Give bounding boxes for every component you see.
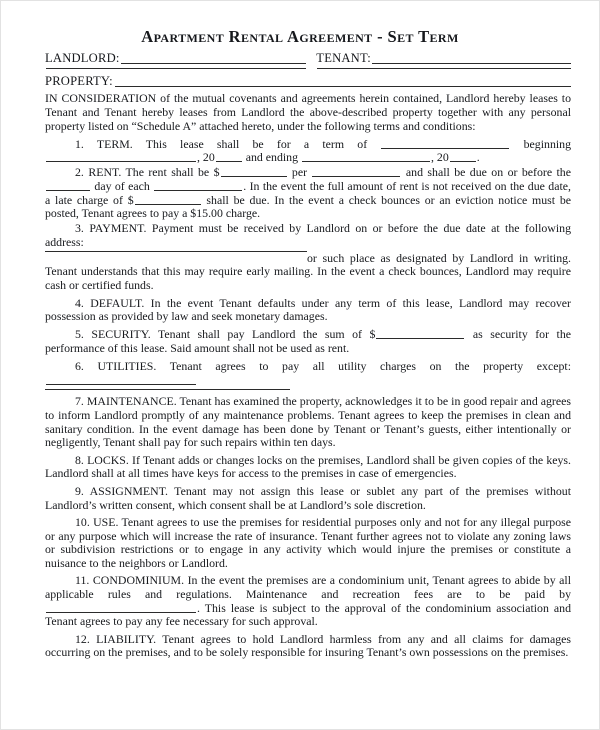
section-locks-number: 8. <box>75 452 84 467</box>
section-maintenance-heading: MAINTENANCE. <box>86 394 177 409</box>
section-maintenance <box>45 395 571 449</box>
landlord-label: LANDLORD: <box>45 51 120 65</box>
tenant-line-1[interactable] <box>372 63 571 64</box>
landlord-field-group <box>45 51 306 67</box>
section-maintenance-number: 7. <box>75 394 84 409</box>
section-condominium <box>45 574 571 628</box>
section-assignment-text: Tenant may not assign this lease or sublet any part of the premises without Landlord’s written consent, which consent shall be at Landlord’s sole discretion. <box>45 483 571 512</box>
section-rent-number: 2. <box>75 165 84 180</box>
section-condominium-number: 11. <box>75 573 90 588</box>
section-term-text-5: , 20 <box>431 150 449 165</box>
section-locks-text: If Tenant adds or changes locks on the premises, Landlord shall be given copies of the keys. Landlord shall at all times have keys for access to the premises in case of emergencies. <box>45 452 571 481</box>
property-line[interactable] <box>115 86 571 87</box>
section-use-number: 10. <box>75 515 90 530</box>
property-label: PROPERTY: <box>45 73 113 88</box>
parties-block <box>45 51 571 72</box>
section-term-text-1: This lease shall be for a term of <box>145 136 368 151</box>
tenant-field-group-2 <box>316 68 571 72</box>
section-default-number: 4. <box>75 295 84 310</box>
rent-period-blank[interactable] <box>312 166 400 177</box>
section-maintenance-text: Tenant has examined the property, acknowledges it to be in good repair and agrees to inform Landlord promptly of any maintenance problems. Tenant agrees to keep the premises in clean and sanitary condition. In the event damage has been done by Tenant or Tenant’s guests, either intentionally or negligently, Tenant shall pay for such repairs within ten days. <box>45 394 571 450</box>
section-term <box>45 138 571 165</box>
section-security <box>45 328 571 355</box>
landlord-line-1[interactable] <box>121 63 307 64</box>
tenant-line-2[interactable] <box>317 68 571 69</box>
rent-period-each-blank[interactable] <box>154 180 242 191</box>
section-security-number: 5. <box>75 327 84 342</box>
section-rent-text-4: day of each <box>94 179 150 194</box>
section-payment-text-2: or such place as designated by Landlord in writing. Tenant understands that this may require early mailing. In the event a check bounces, Landlord may require cash or certified funds. <box>45 250 571 292</box>
section-liability-text: Tenant agrees to hold Landlord harmless from any and all claims for damages occurring on the premises, and to be solely responsible for insuring Tenant’s own possessions on the premises. <box>45 631 572 660</box>
rent-due-day-blank[interactable] <box>46 180 90 191</box>
tenant-label: TENANT: <box>316 51 371 65</box>
section-condominium-heading: CONDOMINIUM. <box>92 573 185 588</box>
late-charge-blank[interactable] <box>135 194 201 205</box>
section-rent-text-6: shall be due. In the event a check bounces or an eviction notice must be posted, Tenant agrees to pay a $15.00 charge. <box>45 192 572 221</box>
term-length-blank[interactable] <box>381 138 509 149</box>
section-utilities-number: 6. <box>75 359 84 374</box>
section-assignment <box>45 485 571 512</box>
section-condominium-text-1: In the event the premises are a condominium unit, Tenant agrees to abide by all applicable rules and regulations. Maintenance and recreation fees are to be paid by <box>45 573 571 602</box>
section-assignment-number: 9. <box>75 483 84 498</box>
section-security-heading: SECURITY. <box>91 327 151 342</box>
tenant-field-group <box>316 51 571 67</box>
page-bottom-space <box>45 662 571 686</box>
utilities-exception-blank[interactable] <box>46 374 196 385</box>
landlord-field-group-2 <box>45 68 306 72</box>
section-term-text-2: beginning <box>523 136 571 151</box>
rent-amount-blank[interactable] <box>221 166 287 177</box>
section-payment-text-1: Payment must be received by Landlord on or before the due date at the following address: <box>45 221 571 249</box>
consideration-paragraph: IN CONSIDERATION of the mutual covenants and agreements herein contained, Landlord hereby leases to Tenant and Tenant hereby leases from Landlord the above-described property together with any personal property listed on “Schedule A” attached hereto, under the following terms and conditions: <box>45 91 571 133</box>
parties-row-2 <box>45 68 571 72</box>
section-locks-heading: LOCKS. <box>87 452 129 467</box>
section-term-heading: TERM. <box>96 136 133 151</box>
section-liability-heading: LIABILITY. <box>96 631 157 646</box>
page-title: Apartment Rental Agreement - Set Term <box>141 27 459 46</box>
section-liability-number: 12. <box>75 631 90 646</box>
section-rent-text-2: per <box>291 165 308 180</box>
section-default-text: In the event Tenant defaults under any term of this lease, Landlord may recover possession as provided by law and seek monetary damages. <box>45 295 571 324</box>
section-default-heading: DEFAULT. <box>90 295 145 310</box>
section-locks <box>45 454 571 481</box>
utilities-exception-blank-2[interactable] <box>45 389 290 390</box>
section-utilities-text: Tenant agrees to pay all utility charges on the property except: <box>169 359 571 374</box>
section-security-text-2: as security for the performance of this lease. Said amount shall not be used as rent. <box>45 327 571 356</box>
condominium-fees-payer-blank[interactable] <box>46 602 196 613</box>
section-term-number: 1. <box>75 136 84 151</box>
section-payment-continued <box>45 252 571 293</box>
section-rent-text-3: and shall be due on or before the <box>405 165 571 180</box>
term-end-year-blank[interactable] <box>450 151 476 162</box>
section-rent <box>45 166 571 220</box>
term-begin-date-blank[interactable] <box>46 151 196 162</box>
section-assignment-heading: ASSIGNMENT. <box>89 483 169 498</box>
section-liability <box>45 633 571 660</box>
section-term-text-6: . <box>476 150 480 165</box>
section-use-text: Tenant agrees to use the premises for residential purposes only and not for any illegal purpose or any purpose which will increase the rate of insurance. Tenant further agrees not to violate any zoning laws or subdivision restrictions or to engage in any activity which would injure the premises or constitute a nuisance to the neighbors or Landlord. <box>45 515 571 570</box>
landlord-line-2[interactable] <box>46 68 306 69</box>
section-use <box>45 516 571 570</box>
section-condominium-text-2: . This lease is subject to the approval of the condominium association and Tenant agrees to pay any fee necessary for such approval. <box>45 600 571 629</box>
section-utilities <box>45 360 571 387</box>
section-use-heading: USE. <box>93 515 119 530</box>
section-utilities-heading: UTILITIES. <box>97 359 157 374</box>
term-end-date-blank[interactable] <box>302 151 430 162</box>
parties-row-1 <box>45 51 571 67</box>
section-security-text-1: Tenant shall pay Landlord the sum of $ <box>158 327 376 342</box>
section-rent-text-5: . In the event the full amount of rent is not received on the due date, a late charge of $ <box>45 179 571 207</box>
section-payment-heading: PAYMENT. <box>89 221 147 236</box>
property-field-group <box>45 74 571 90</box>
section-rent-heading: RENT. <box>88 165 122 180</box>
section-payment-number: 3. <box>75 221 84 236</box>
document-sheet <box>1 1 600 730</box>
section-term-text-4: and ending <box>245 150 299 165</box>
section-payment <box>45 222 571 251</box>
security-deposit-blank[interactable] <box>376 328 464 339</box>
section-default <box>45 297 571 324</box>
term-begin-year-blank[interactable] <box>216 151 242 162</box>
section-rent-text-1: The rent shall be $ <box>125 165 220 180</box>
section-term-text-3: , 20 <box>197 150 215 165</box>
